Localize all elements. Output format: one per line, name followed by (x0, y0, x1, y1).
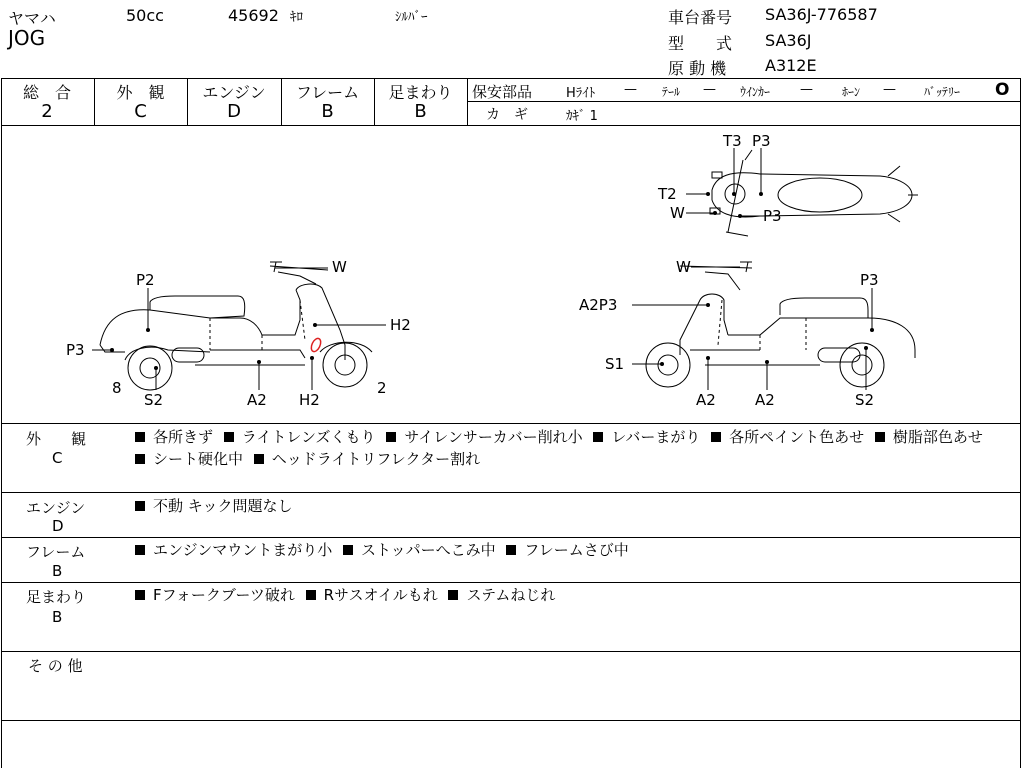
key-value: ｶｷﾞ 1 (566, 109, 598, 124)
remark-item-text: レバーまがり (611, 428, 701, 446)
remark-label: フレーム (26, 543, 86, 561)
remark-item-text: フレームさび中 (524, 541, 629, 559)
damage-point (732, 192, 736, 196)
remark-item (135, 450, 243, 468)
bullet-square-icon (224, 432, 234, 442)
remark-item-text: エンジンマウントまがり小 (153, 541, 333, 559)
remark-items (135, 426, 1015, 470)
bullet-square-icon (593, 432, 603, 442)
diagram-label: H2 (390, 316, 411, 334)
damage-point (154, 366, 158, 370)
diagram-label: P3 (752, 132, 771, 150)
grade-overall-value: 2 (41, 101, 53, 122)
frame-no-label: 車台番号 (668, 8, 733, 27)
type-value: SA36J (765, 31, 812, 50)
remark-items (135, 584, 1015, 606)
remark-item (306, 586, 438, 604)
diagram-label: P3 (763, 207, 782, 225)
right-rear-wheel (840, 343, 884, 387)
horn-status: — (883, 82, 896, 97)
headlight-label: Hﾗｲﾄ (566, 86, 596, 101)
remark-grade: D (52, 517, 64, 535)
remark-label: そ の 他 (28, 657, 83, 675)
remark-grade: C (52, 449, 63, 467)
diagram-label: H2 (299, 391, 320, 409)
diagram-leader-lines (92, 148, 872, 390)
remark-item-text: Rサスオイルもれ (323, 586, 438, 604)
tail-status: — (703, 82, 716, 97)
grade-frame-value: B (321, 101, 334, 122)
grade-divider (467, 78, 468, 125)
remark-item (224, 428, 376, 446)
remark-item (254, 450, 480, 468)
bullet-square-icon (254, 454, 264, 464)
grade-exterior-value: C (134, 101, 147, 122)
top-mirror-right (712, 172, 722, 178)
right-rear-hub (852, 355, 872, 375)
top-body-outline (712, 173, 912, 217)
remark-item (593, 428, 700, 446)
damage-point (765, 360, 769, 364)
damage-point (110, 348, 114, 352)
remark-label: 外 観 (26, 430, 87, 448)
diagram-label: S2 (855, 391, 875, 409)
left-rear-body (100, 290, 300, 345)
diagram-label: S1 (605, 355, 625, 373)
remark-grade: B (52, 608, 63, 626)
rule-remark (1, 492, 1021, 493)
grade-engine-label: エンジン (202, 83, 266, 102)
diagram-label: W (332, 258, 347, 276)
remark-item-text: ライトレンズくもり (241, 428, 376, 446)
damage-point (313, 323, 317, 327)
remark-item-text: ステムねじれ (466, 586, 556, 604)
remark-label: 足まわり (26, 588, 87, 606)
remark-item (386, 428, 582, 446)
diagram-label: A2 (247, 391, 267, 409)
bullet-square-icon (386, 432, 396, 442)
top-handlebar (726, 150, 752, 236)
remark-item (135, 541, 332, 559)
color: ｼﾙﾊﾞｰ (395, 10, 428, 25)
bullet-square-icon (448, 590, 458, 600)
grade-frame-label: フレーム (295, 83, 360, 102)
damage-point (310, 356, 314, 360)
left-headset (278, 272, 316, 284)
grade-exterior-label: 外 観 (116, 83, 165, 102)
remark-items (135, 539, 1015, 561)
grade-suspension-value: B (414, 101, 427, 122)
diagram-label: A2 (696, 391, 716, 409)
right-headset (705, 272, 740, 290)
left-front-body (296, 284, 345, 360)
rule-safety-mid (467, 101, 1020, 102)
bullet-square-icon (135, 590, 145, 600)
right-rear-body (728, 318, 915, 358)
rule-remark (1, 651, 1021, 652)
remark-item (711, 428, 864, 446)
damage-point (660, 362, 664, 366)
rule-top (1, 78, 1021, 79)
horn-label: ﾎｰﾝ (842, 85, 861, 99)
damage-point (706, 356, 710, 360)
rule-remark (1, 537, 1021, 538)
remark-item-text: 樹脂部色あせ (892, 428, 983, 446)
type-label: 型 式 (668, 34, 733, 53)
remark-items (135, 495, 1015, 517)
remark-item-text: サイレンサーカバー削れ小 (404, 428, 583, 446)
battery-label: ﾊﾞｯﾃﾘｰ (924, 85, 961, 99)
damage-point (706, 192, 710, 196)
diagram-label: 8 (112, 379, 122, 397)
rule-diagram-bottom (1, 423, 1021, 424)
left-panel-lines (210, 300, 305, 350)
bullet-square-icon (506, 545, 516, 555)
diagram-label: T2 (658, 185, 677, 203)
right-front-wheel (646, 343, 690, 387)
diagram-label: A2P3 (579, 296, 618, 314)
maker-name: ヤマハ (8, 9, 56, 28)
remark-item-text: 各所きず (153, 428, 214, 446)
mileage-value: 45692 (228, 6, 279, 25)
key-label: カ ギ (486, 107, 528, 123)
damage-point (706, 303, 710, 307)
bullet-square-icon (343, 545, 353, 555)
diagram-label: W (676, 258, 691, 276)
diagram-label: W (670, 204, 685, 222)
grade-engine-value: D (227, 101, 241, 122)
right-mirror (740, 262, 752, 272)
diagram-label: S2 (144, 391, 164, 409)
mileage (228, 6, 303, 25)
bullet-square-icon (135, 432, 145, 442)
diagram-label: P3 (860, 271, 879, 289)
remark-item-text: ヘッドライトリフレクター割れ (271, 450, 481, 468)
remark-item (448, 586, 555, 604)
remark-item (875, 428, 983, 446)
engine-value: A312E (765, 56, 817, 75)
remark-item (135, 586, 295, 604)
displacement: 50cc (126, 6, 164, 25)
remark-item-text: Fフォークブーツ破れ (153, 586, 295, 604)
damage-diagram (0, 126, 1024, 423)
damage-point (146, 328, 150, 332)
right-panel-lines (718, 300, 806, 350)
bullet-square-icon (306, 590, 316, 600)
damage-point (759, 192, 763, 196)
diagram-label: A2 (755, 391, 775, 409)
tail-label: ﾃｰﾙ (662, 85, 681, 99)
engine-label: 原 動 機 (668, 59, 727, 78)
winker-status: — (800, 82, 813, 97)
diagram-label: 2 (377, 379, 387, 397)
right-front-body (680, 294, 728, 355)
bullet-square-icon (875, 432, 885, 442)
remark-item (343, 541, 496, 559)
battery-status: O (995, 80, 1010, 100)
remark-grade: B (52, 562, 63, 580)
remark-item-text: 各所ペイント色あせ (729, 428, 865, 446)
diagram-label: P3 (66, 341, 85, 359)
bullet-square-icon (711, 432, 721, 442)
damage-point (864, 346, 868, 350)
left-rear-wheel (128, 346, 172, 390)
remark-item-text: 不動 キック問題なし (153, 497, 293, 515)
safety-parts-label: 保安部品 (472, 83, 533, 101)
damage-point (738, 214, 742, 218)
remark-item (506, 541, 628, 559)
damage-point (257, 360, 261, 364)
remark-item-text: シート硬化中 (153, 450, 244, 468)
scooter-top-view (710, 150, 918, 236)
frame-no: SA36J-776587 (765, 5, 878, 24)
winker-label: ｳｲﾝｶｰ (740, 85, 771, 99)
left-floor (210, 350, 305, 358)
headlight-status: — (624, 82, 637, 97)
remark-label: エンジン (26, 499, 86, 517)
diagram-label: T3 (723, 132, 742, 150)
damage-point (870, 328, 874, 332)
damage-point (713, 211, 717, 215)
bullet-square-icon (135, 545, 145, 555)
right-seat (780, 298, 868, 318)
mileage-unit: ｷﾛ (290, 10, 303, 25)
rule-remark (1, 582, 1021, 583)
top-rear-tail (888, 166, 918, 222)
rule-remark (1, 720, 1021, 721)
remark-item (135, 497, 292, 515)
grade-overall-label: 総 合 (22, 83, 71, 102)
grade-suspension-label: 足まわり (388, 83, 453, 102)
bullet-square-icon (135, 454, 145, 464)
left-seat (150, 296, 245, 318)
bullet-square-icon (135, 501, 145, 511)
diagram-dots (110, 192, 874, 370)
remark-item (135, 428, 213, 446)
remark-item-text: ストッパーへこみ中 (361, 541, 496, 559)
diagram-label: P2 (136, 271, 155, 289)
model-name: JOG (8, 26, 46, 50)
top-seat (778, 178, 862, 212)
